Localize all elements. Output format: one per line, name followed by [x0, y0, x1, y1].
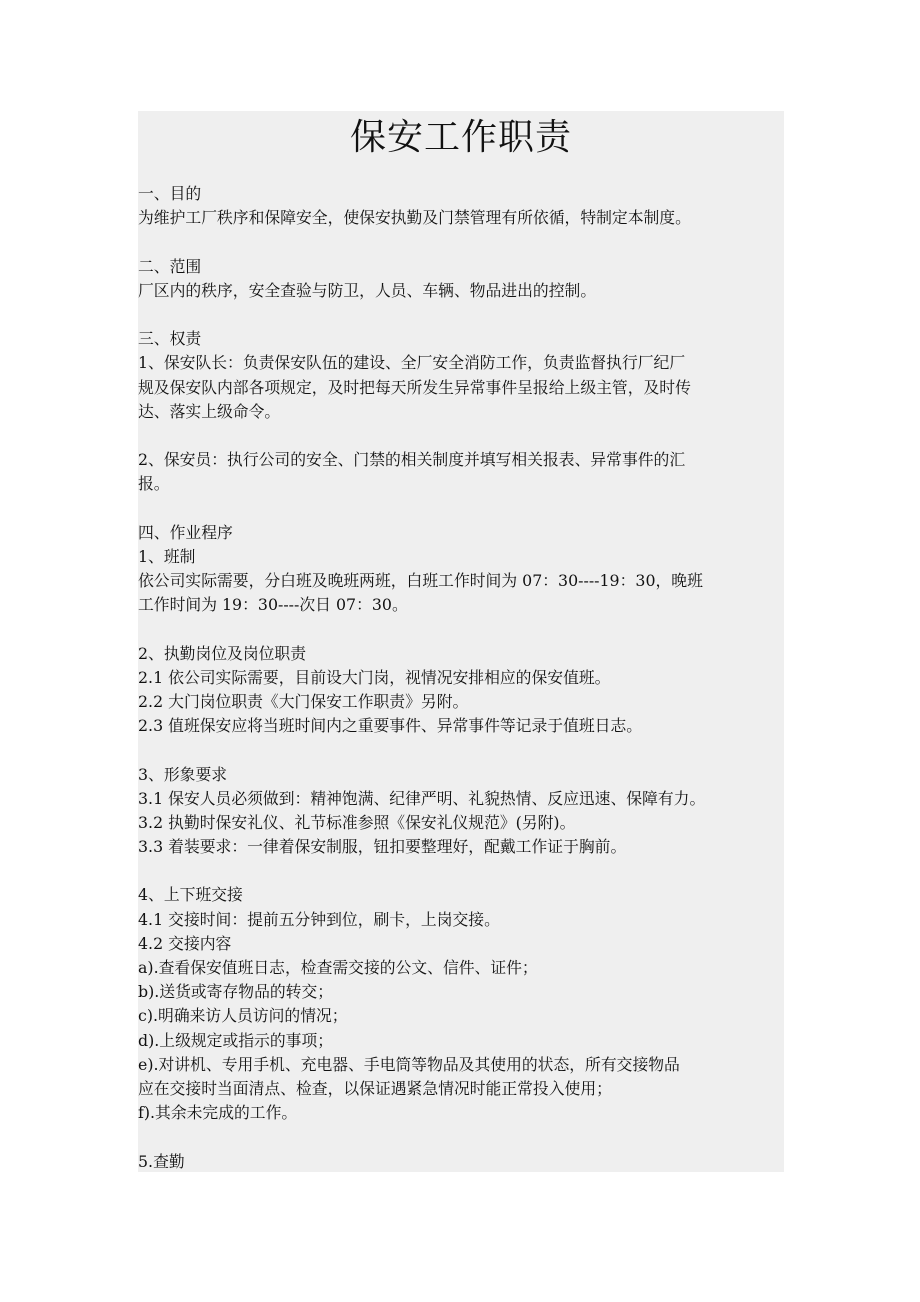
- paragraph-line: 达、落实上级命令。: [138, 401, 281, 421]
- paragraph-line: 4.1 交接时间：提前五分钟到位，刷卡，上岗交接。: [138, 909, 500, 929]
- paragraph-line: 厂区内的秩序，安全查验与防卫，人员、车辆、物品进出的控制。: [138, 280, 597, 300]
- document-page: [138, 111, 784, 1172]
- subsection-heading-check: 5.查勤: [138, 1151, 185, 1171]
- paragraph-line: c).明确来访人员访问的情况；: [138, 1006, 348, 1026]
- paragraph-line: 规及保安队内部各项规定，及时把每天所发生异常事件呈报给上级主管，及时传: [138, 377, 691, 397]
- paragraph-line: 工作时间为 19：30----次日 07：30。: [138, 595, 408, 615]
- paragraph-line: 2.2 大门岗位职责《大门保安工作职责》另附。: [138, 691, 469, 711]
- paragraph-line: 2、保安员：执行公司的安全、门禁的相关制度并填写相关报表、异常事件的汇: [138, 450, 686, 470]
- paragraph-line: 3.3 着装要求：一律着保安制服，钮扣要整理好，配戴工作证于胸前。: [138, 837, 627, 857]
- paragraph-line: 报。: [138, 474, 170, 494]
- paragraph-line: 3.2 执勤时保安礼仪、礼节标准参照《保安礼仪规范》(另附)。: [138, 812, 576, 832]
- paragraph-line: f).其余未完成的工作。: [138, 1103, 298, 1123]
- paragraph-line: 为维护工厂秩序和保障安全，使保安执勤及门禁管理有所依循，特制定本制度。: [138, 208, 691, 228]
- section-heading-procedure: 四、作业程序: [138, 522, 233, 542]
- subsection-heading-image: 3、形象要求: [138, 764, 228, 784]
- paragraph-line: 应在交接时当面清点、检查，以保证遇紧急情况时能正常投入使用；: [138, 1078, 612, 1098]
- section-heading-purpose: 一、目的: [138, 184, 202, 203]
- section-heading-responsibility: 三、权责: [138, 329, 202, 349]
- paragraph-line: 2.1 依公司实际需要，目前设大门岗，视情况安排相应的保安值班。: [138, 667, 611, 687]
- paragraph-line: 依公司实际需要，分白班及晚班两班，白班工作时间为 07：30----19：30，晚班: [138, 571, 703, 590]
- paragraph-line: 3.1 保安人员必须做到：精神饱满、纪律严明、礼貌热情、反应迅速、保障有力。: [138, 788, 706, 808]
- paragraph-line: b).送货或寄存物品的转交；: [138, 982, 334, 1002]
- section-heading-scope: 二、范围: [138, 256, 202, 276]
- document-body: [138, 182, 784, 1172]
- document-title: 保安工作职责: [349, 117, 572, 158]
- paragraph-line: 1、保安队长：负责保安队伍的建设、全厂安全消防工作，负责监督执行厂纪厂: [138, 353, 686, 373]
- paragraph-line: 4.2 交接内容: [138, 933, 232, 953]
- subsection-heading-shift: 1、班制: [138, 546, 196, 566]
- paragraph-line: a).查看保安值班日志，检查需交接的公文、信件、证件；: [138, 958, 538, 977]
- subsection-heading-handover: 4、上下班交接: [138, 885, 243, 905]
- subsection-heading-posts: 2、执勤岗位及岗位职责: [138, 643, 307, 663]
- paragraph-line: 2.3 值班保安应将当班时间内之重要事件、异常事件等记录于值班日志。: [138, 716, 643, 736]
- paragraph-line: e).对讲机、专用手机、充电器、手电筒等物品及其使用的状态，所有交接物品: [138, 1054, 680, 1074]
- paragraph-line: d).上级规定或指示的事项；: [138, 1030, 334, 1050]
